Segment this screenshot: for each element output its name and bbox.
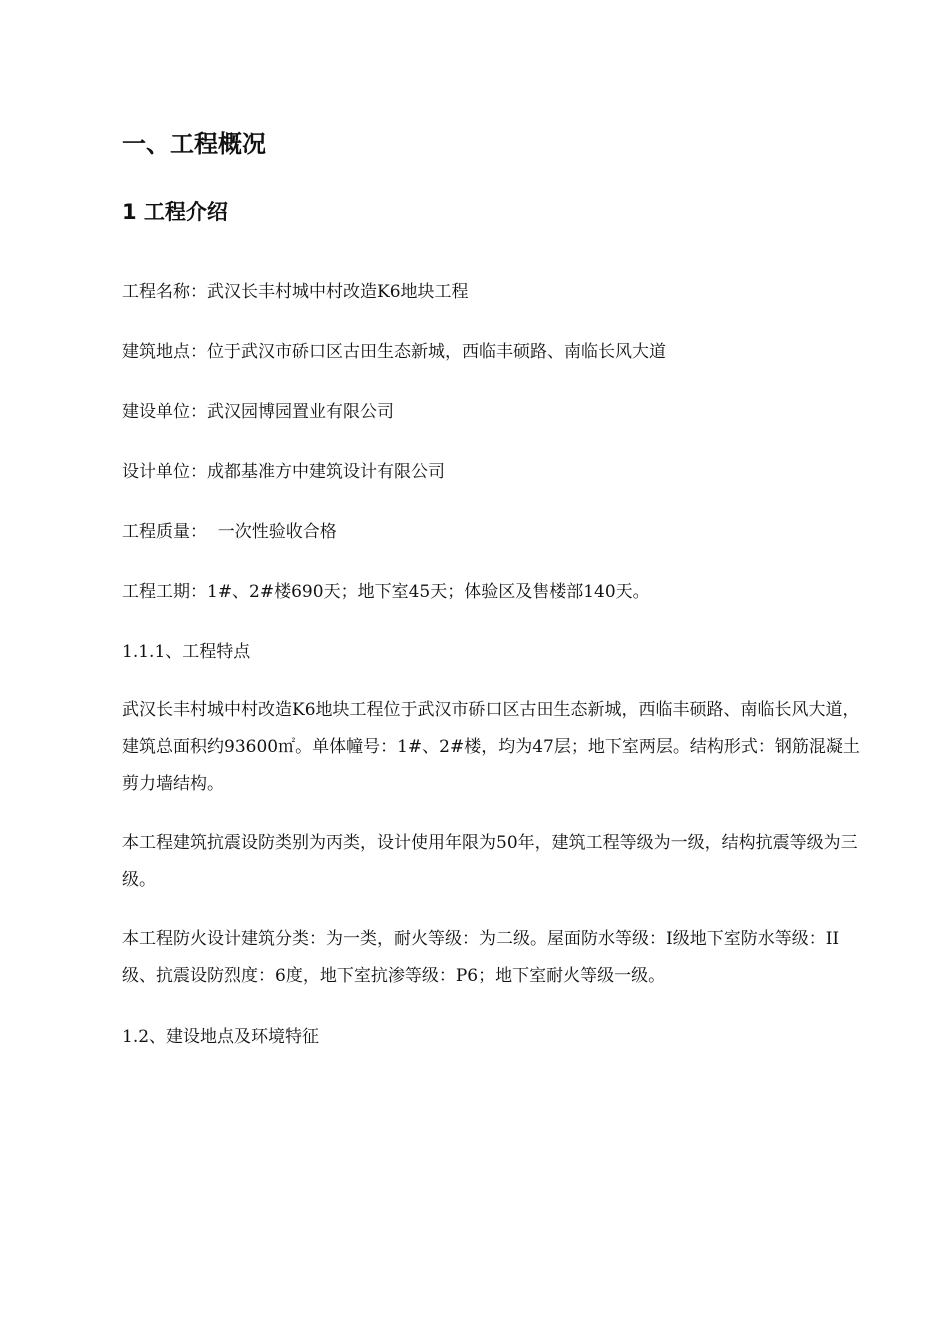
project-name-line [122, 274, 862, 310]
quality-line [122, 514, 862, 550]
designer-line [122, 454, 862, 490]
paragraph-overview: 武汉长丰村城中村改造K6地块工程位于武汉市硚口区古田生态新城，西临丰硕路、南临长风大道，建筑总面积约93600㎡。单体幢号：1#、2#楼，均为47层；地下室两层。结构形式：钢筋混凝土剪力墙结构。 [122, 700, 860, 794]
client-line [122, 394, 862, 430]
subsection-heading-features: 1.1.1、工程特点 [122, 642, 251, 662]
field-label: 建筑地点： [122, 342, 207, 362]
field-value: 武汉长丰村城中村改造K6地块工程 [207, 282, 469, 302]
field-value: 1#、2#楼690天；地下室45天；体验区及售楼部140天。 [207, 582, 650, 602]
schedule-line [122, 574, 862, 610]
field-label: 设计单位： [122, 462, 207, 482]
subsection-heading-location: 1.2、建设地点及环境特征 [122, 1027, 320, 1047]
document-content [122, 124, 862, 1055]
field-label: 建设单位： [122, 402, 207, 422]
chapter-heading: 一、工程概况 [122, 130, 266, 158]
field-value: 武汉园博园置业有限公司 [207, 402, 394, 422]
location-line [122, 334, 862, 370]
paragraph-fire: 本工程防火设计建筑分类：为一类，耐火等级：为二级。屋面防水等级：I级地下室防水等级：II级、抗震设防烈度：6度，地下室抗渗等级：P6；地下室耐火等级一级。 [122, 929, 840, 986]
field-label: 工程工期： [122, 582, 207, 602]
field-value: 成都基准方中建筑设计有限公司 [207, 462, 445, 482]
field-value: 一次性验收合格 [207, 522, 337, 542]
paragraph-seismic: 本工程建筑抗震设防类别为丙类，设计使用年限为50年，建筑工程等级为一级，结构抗震等级为三级。 [122, 833, 858, 890]
section-heading: 1 工程介绍 [122, 200, 228, 224]
field-value: 位于武汉市硚口区古田生态新城，西临丰硕路、南临长风大道 [207, 342, 666, 362]
field-label: 工程名称： [122, 282, 207, 302]
field-label: 工程质量： [122, 522, 207, 542]
